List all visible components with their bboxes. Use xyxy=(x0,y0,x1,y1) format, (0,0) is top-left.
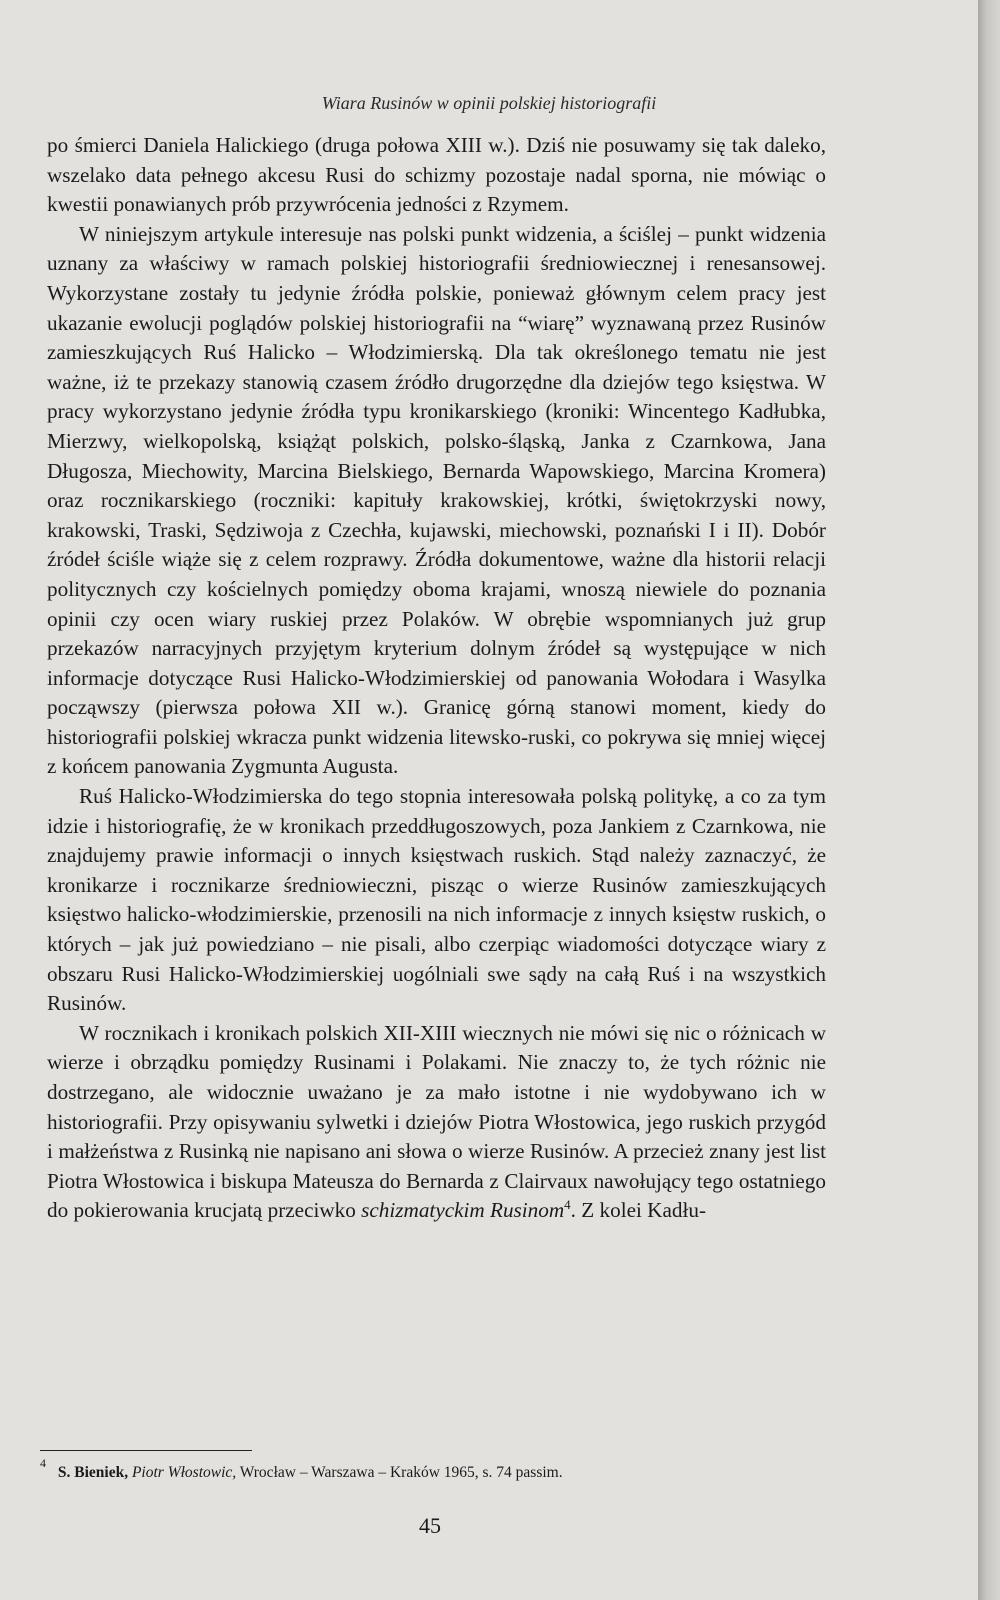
footnote-details: Wrocław – Warszawa – Kraków 1965, s. 74 passim. xyxy=(239,1464,563,1481)
footnote-number: 4 xyxy=(40,1456,46,1470)
footnote-divider xyxy=(40,1450,252,1451)
paragraph-4-text: W rocznikach i kronikach polskich XII-XIII wiecznych nie mówi się nic o różnicach w wierze i obrządku pomiędzy Rusinami i Polakami. Nie znaczy to, że tych różnic nie dostrzegano, ale widocznie uważano je za mało istotne i nie wydobywano ich w historiografii. Przy opisywaniu sylwetki i dziejów Piotra Włostowica, jego ruskich przygód i małżeństwa z Rusinką nie napisano ani słowa o wierze Rusinów. A przecież znany jest list Piotra Włostowica i biskupa Mateusza do Bernarda z Clairvaux nawołujący tego ostatniego do pokierowania krucjatą przeciwko xyxy=(47,1020,826,1223)
footnote-reference[interactable]: 4 xyxy=(564,1197,571,1213)
paragraph-3: Ruś Halicko-Włodzimierska do tego stopnia interesowała polską politykę, a co za tym idzie i historiografię, że w kronikach przeddługoszowych, poza Jankiem z Czarnkowa, nie znajdujemy prawie informacji o innych księstwach ruskich. Stąd należy zaznaczyć, że kronikarze i rocznikarze średniowieczni, pisząc o wierze Rusinów zamieszkujących księstwo halicko-włodzimierskie, przenosili na nich informacje z innych księstw ruskich, o których – jak już powiedziano – nie pisali, albo czerpiąc wiadomości dotyczące wiary z obszaru Rusi Halicko-Włodzimierskiej uogólniali swe sądy na całą Ruś i na wszystkich Rusinów. xyxy=(47,784,826,1016)
italic-phrase: schizmatyckim Rusinom xyxy=(361,1198,565,1223)
footnote-author: S. Bieniek, xyxy=(57,1464,129,1481)
page-edge xyxy=(978,0,1000,1600)
paragraph-1: po śmierci Daniela Halickiego (druga połowa XIII w.). Dziś nie posuwamy się tak daleko, wszelako data pełnego akcesu Rusi do schizmy pozostaje nadal sporna, nie mówiąc o kwestii ponawianych prób przywrócenia jedności z Rzymem. xyxy=(47,133,826,217)
paragraph-4 xyxy=(47,1019,826,1226)
footnote-title: Piotr Włostowic, xyxy=(131,1464,237,1481)
running-header: Wiara Rusinów w opinii polskiej historiografii xyxy=(321,93,657,113)
page-number: 45 xyxy=(419,1513,441,1538)
footnote xyxy=(40,1456,820,1484)
paragraph-2: W niniejszym artykule interesuje nas polski punkt widzenia, a ściślej – punkt widzenia uznany za właściwy w ramach polskiej historiografii średniowiecznej i renesansowej. Wykorzystane zostały tu jedynie źródła polskie, ponieważ głównym celem pracy jest ukazanie ewolucji poglądów polskiej historiografii na “wiarę” wyznawaną przez Rusinów zamieszkujących Ruś Halicko – Włodzimierską. Dla tak określonego tematu nie jest ważne, iż te przekazy stanowią czasem źródło drugorzędne dla dziejów tego księstwa. W pracy wykorzystano jedynie źródła typu kronikarskiego (kroniki: Wincentego Kadłubka, Mierzwy, wielkopolską, książąt polskich, polsko-śląską, Janka z Czarnkowa, Jana Długosza, Miechowity, Marcina Bielskiego, Bernarda Wapowskiego, Marcina Kromera) oraz rocznikarskiego (roczniki: kapituły krakowskiej, krótki, świętokrzyski nowy, krakowski, Traski, Sędziwoja z Czechła, kujawski, miechowski, poznański I i II). Dobór źródeł ściśle wiąże się z celem rozprawy. Źródła dokumentowe, ważne dla historii relacji politycznych czy kościelnych pomiędzy oboma krajami, wnoszą niewiele do poznania opinii czy ocen wiary ruskiej przez Polaków. W obrębie wspomnianych już grup przekazów narracyjnych przyjętym kryterium dolnym źródeł są występujące w nich informacje dotyczące Rusi Halicko-Włodzimierskiej od panowania Wołodara i Wasylka począwszy (pierwsza połowa XII w.). Granicę górną stanowi moment, kiedy do historiografii polskiej wkracza punkt widzenia litewsko-ruski, co pokrywa się mniej więcej z końcem panowania Zygmunta Augusta. xyxy=(47,221,826,779)
main-text xyxy=(47,131,826,1226)
paragraph-4-end: . Z kolei Kadłu- xyxy=(570,1198,707,1223)
